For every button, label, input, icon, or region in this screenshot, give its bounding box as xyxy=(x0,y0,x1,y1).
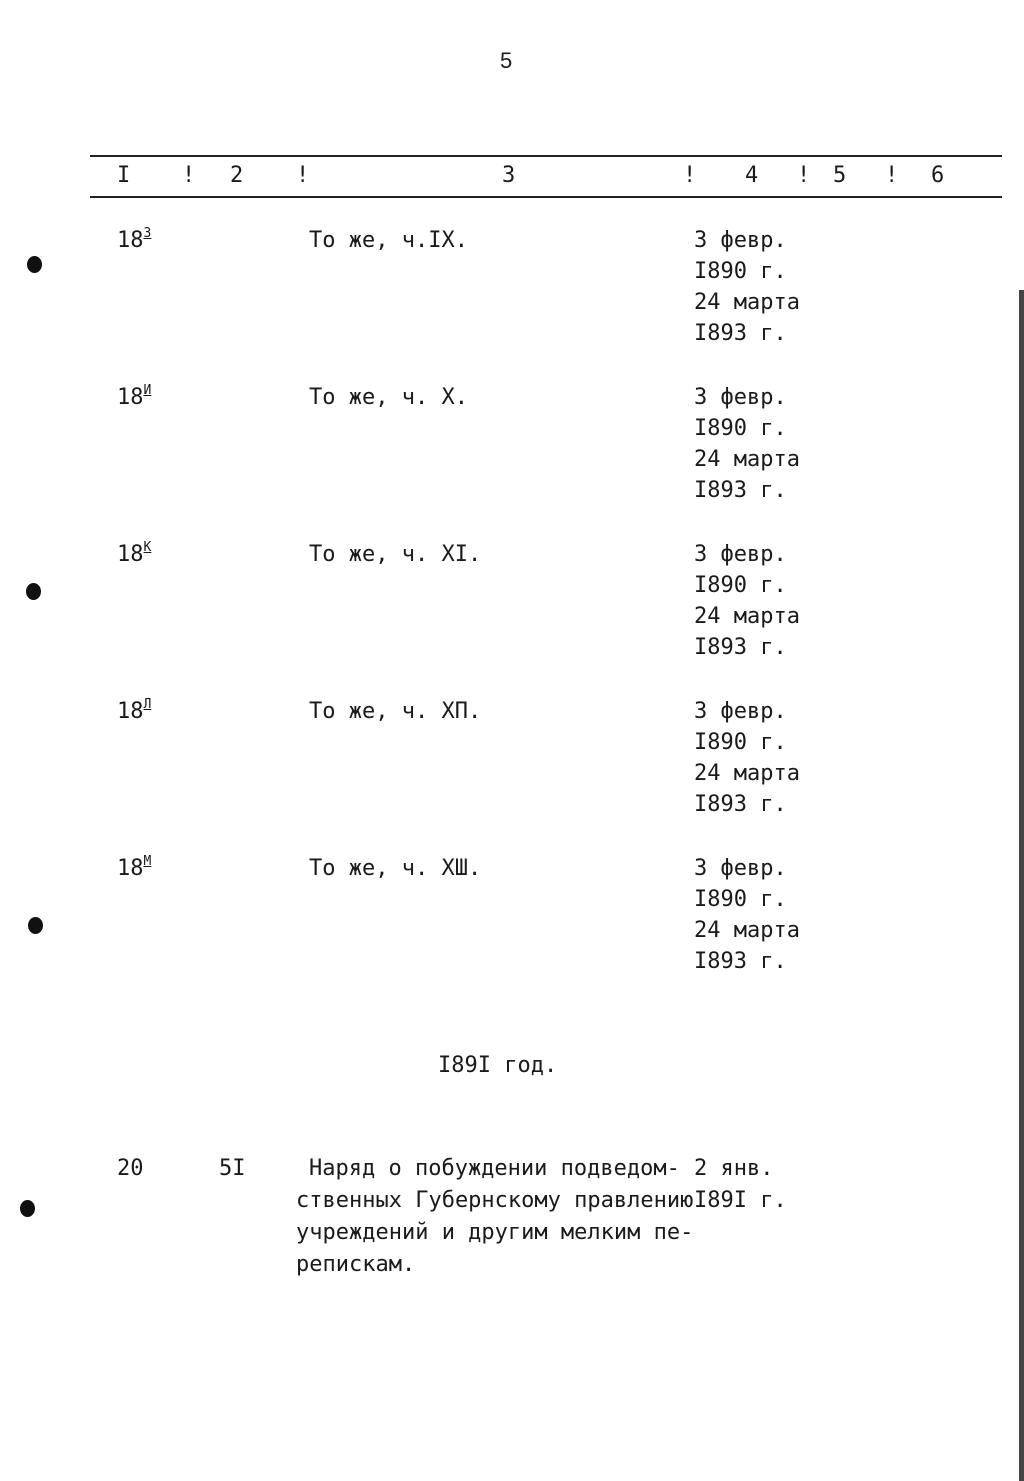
header-separator: ! xyxy=(296,163,310,188)
row-date: 24 марта xyxy=(694,290,800,315)
header-separator: ! xyxy=(797,163,811,188)
entry-file-number: 5I xyxy=(219,1156,246,1181)
year-heading: I89I год. xyxy=(438,1053,558,1078)
row-date: I893 г. xyxy=(694,949,787,974)
row-title: То же, ч.IX. xyxy=(309,228,468,253)
row-number: $18^М$ xyxy=(117,854,152,881)
row-date: I890 г. xyxy=(694,416,787,441)
row-date: 3 февр. xyxy=(694,385,787,410)
row-date: I893 г. xyxy=(694,792,787,817)
header-separator: ! xyxy=(885,163,899,188)
row-number: $18^З$ xyxy=(117,226,152,253)
entry-date: 2 янв. xyxy=(694,1156,774,1181)
binder-hole-mark xyxy=(20,1200,35,1217)
header-separator: ! xyxy=(182,163,196,188)
page-number: 5 xyxy=(500,48,513,73)
row-date: I893 г. xyxy=(694,635,787,660)
entry-description-line: учреждений и другим мелким пе- xyxy=(296,1220,694,1245)
row-date: I893 г. xyxy=(694,478,787,503)
row-date: I890 г. xyxy=(694,573,787,598)
row-date: 3 февр. xyxy=(694,542,787,567)
row-number-superscript: Л xyxy=(143,697,152,712)
entry-number: 20 xyxy=(117,1156,144,1181)
row-date: 24 марта xyxy=(694,604,800,629)
page-edge-shadow xyxy=(1019,290,1024,1481)
row-date: 3 февр. xyxy=(694,699,787,724)
row-title: То же, ч. XШ. xyxy=(309,856,482,881)
row-date: I890 г. xyxy=(694,259,787,284)
row-number: $18^Л$ xyxy=(117,697,152,724)
binder-hole-mark xyxy=(28,917,43,934)
row-number-superscript: З xyxy=(143,226,152,241)
header-top-rule xyxy=(90,155,1002,157)
row-title: То же, ч. Х. xyxy=(309,385,468,410)
row-date: I893 г. xyxy=(694,321,787,346)
header-col-1: I xyxy=(117,163,131,188)
header-bottom-rule xyxy=(90,196,1002,198)
binder-hole-mark xyxy=(27,256,42,273)
header-col-4: 4 xyxy=(745,163,759,188)
entry-description-line: ственных Губернскому правлению xyxy=(296,1188,694,1213)
header-col-6: 6 xyxy=(931,163,945,188)
header-separator: ! xyxy=(683,163,697,188)
row-title: То же, ч. XI. xyxy=(309,542,482,567)
binder-hole-mark xyxy=(26,583,41,600)
row-number-superscript: М xyxy=(143,854,152,869)
row-number: $18^И$ xyxy=(117,383,152,410)
header-col-2: 2 xyxy=(230,163,244,188)
entry-description-line: Наряд о побуждении подведом- xyxy=(309,1156,680,1181)
row-date: 24 марта xyxy=(694,918,800,943)
row-number-superscript: И xyxy=(143,383,152,398)
row-date: 24 марта xyxy=(694,447,800,472)
row-date: 3 февр. xyxy=(694,228,787,253)
row-date: I890 г. xyxy=(694,730,787,755)
row-date: I890 г. xyxy=(694,887,787,912)
row-date: 3 февр. xyxy=(694,856,787,881)
header-col-3: 3 xyxy=(502,163,516,188)
row-number-superscript: К xyxy=(143,540,152,555)
row-number: $18^К$ xyxy=(117,540,152,567)
entry-description-line: репискам. xyxy=(296,1252,416,1277)
header-col-5: 5 xyxy=(833,163,847,188)
row-title: То же, ч. XП. xyxy=(309,699,482,724)
row-date: 24 марта xyxy=(694,761,800,786)
entry-date: I89I г. xyxy=(694,1188,787,1213)
